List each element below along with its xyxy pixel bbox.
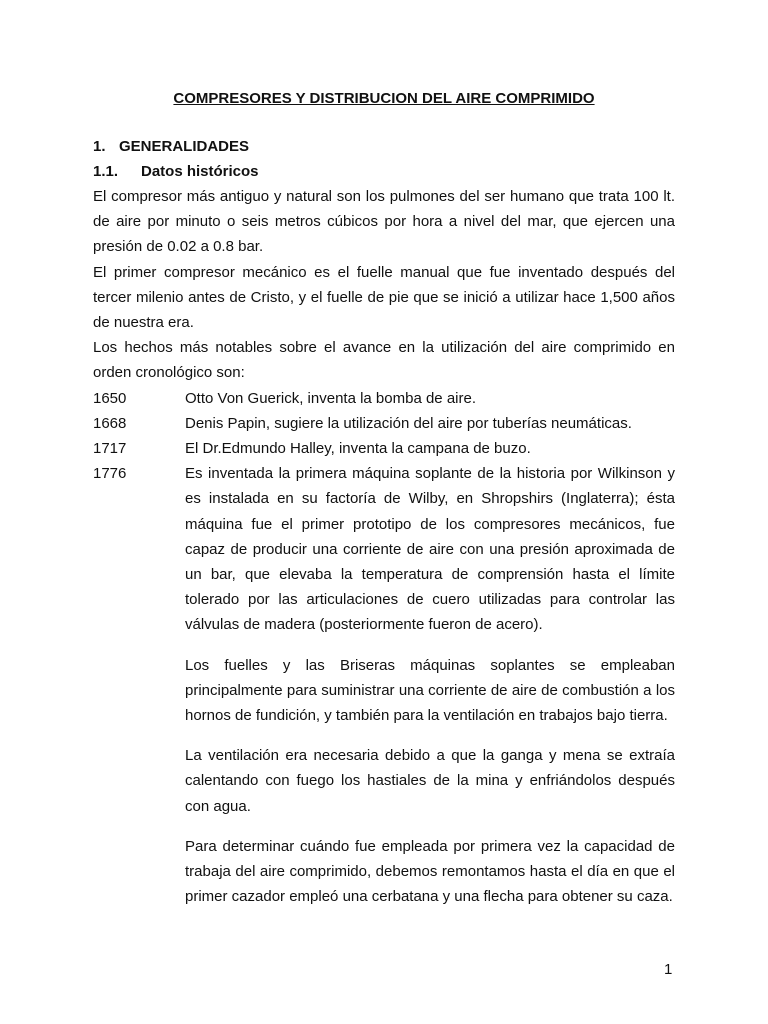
- timeline-entry: [93, 461, 675, 637]
- indented-paragraph: La ventilación era necesaria debido a que la ganga y mena se extraía calentando con fuego los hastiales de la mina y enfriándolos después con agua.: [185, 747, 675, 815]
- paragraph: Los hechos más notables sobre el avance en la utilización del aire comprimido en orden cronológico son:: [93, 339, 675, 382]
- timeline-entry: [93, 411, 675, 436]
- timeline-text: El Dr.Edmundo Halley, inventa la campana de buzo.: [185, 440, 531, 458]
- subsection-heading-1-1: [93, 159, 259, 184]
- timeline-entry: [93, 386, 675, 411]
- timeline-text: Es inventada la primera máquina soplante de la historia por Wilkinson y es instalada en su factoría de Wilby, en Shropshirs (Inglaterra); ésta máquina fue el primer prototipo de los compresores mecánicos, fue capaz de producir una corriente de aire con una presión aproximada de un bar, que elevaba la temperatura de comprensión hasta el límite tolerado por las articulaciones de cuero utilizadas para controlar las válvulas de madera (posteriormente fueron de acero).: [185, 465, 675, 634]
- paragraph: El compresor más antiguo y natural son los pulmones del ser humano que trata 100 lt. de aire por minuto o seis metros cúbicos por hora a nivel del mar, que ejercen una presión de 0.02 a 0.8 bar.: [93, 188, 675, 256]
- section-title: GENERALIDADES: [119, 138, 250, 155]
- paragraph: El primer compresor mecánico es el fuelle manual que fue inventado después del tercer milenio antes de Cristo, y el fuelle de pie que se inició a utilizar hace 1,500 años de nuestra era.: [93, 263, 675, 332]
- section-heading-1: [93, 134, 249, 159]
- page-number: 1: [664, 961, 673, 978]
- subsection-number: 1.1.: [93, 163, 119, 180]
- timeline-year: 1650: [93, 389, 127, 407]
- timeline-text: Otto Von Guerick, inventa la bomba de aire.: [185, 389, 476, 407]
- timeline-entry: [93, 436, 675, 461]
- document-body: [93, 184, 675, 924]
- timeline-year: 1776: [93, 465, 127, 483]
- indented-paragraph: Los fuelles y las Briseras máquinas soplantes se empleaban principalmente para suministrar una corriente de aire de combustión a los hornos de fundición, y también para la ventilación en trabajos bajo tierra.: [185, 656, 675, 725]
- subsection-title: Datos históricos: [141, 163, 259, 180]
- timeline-year: 1668: [93, 414, 127, 432]
- indented-paragraph: Para determinar cuándo fue empleada por primera vez la capacidad de trabaja del aire comprimido, debemos remontamos hasta el día en que el primer cazador empleó una cerbatana y una flecha para obtener su caza.: [185, 837, 675, 906]
- timeline-text: Denis Papin, sugiere la utilización del aire por tuberías neumáticas.: [185, 414, 632, 432]
- section-number: 1.: [93, 138, 106, 155]
- document-title: COMPRESORES Y DISTRIBUCION DEL AIRE COMPRIMIDO: [173, 90, 595, 107]
- timeline-year: 1717: [93, 440, 127, 458]
